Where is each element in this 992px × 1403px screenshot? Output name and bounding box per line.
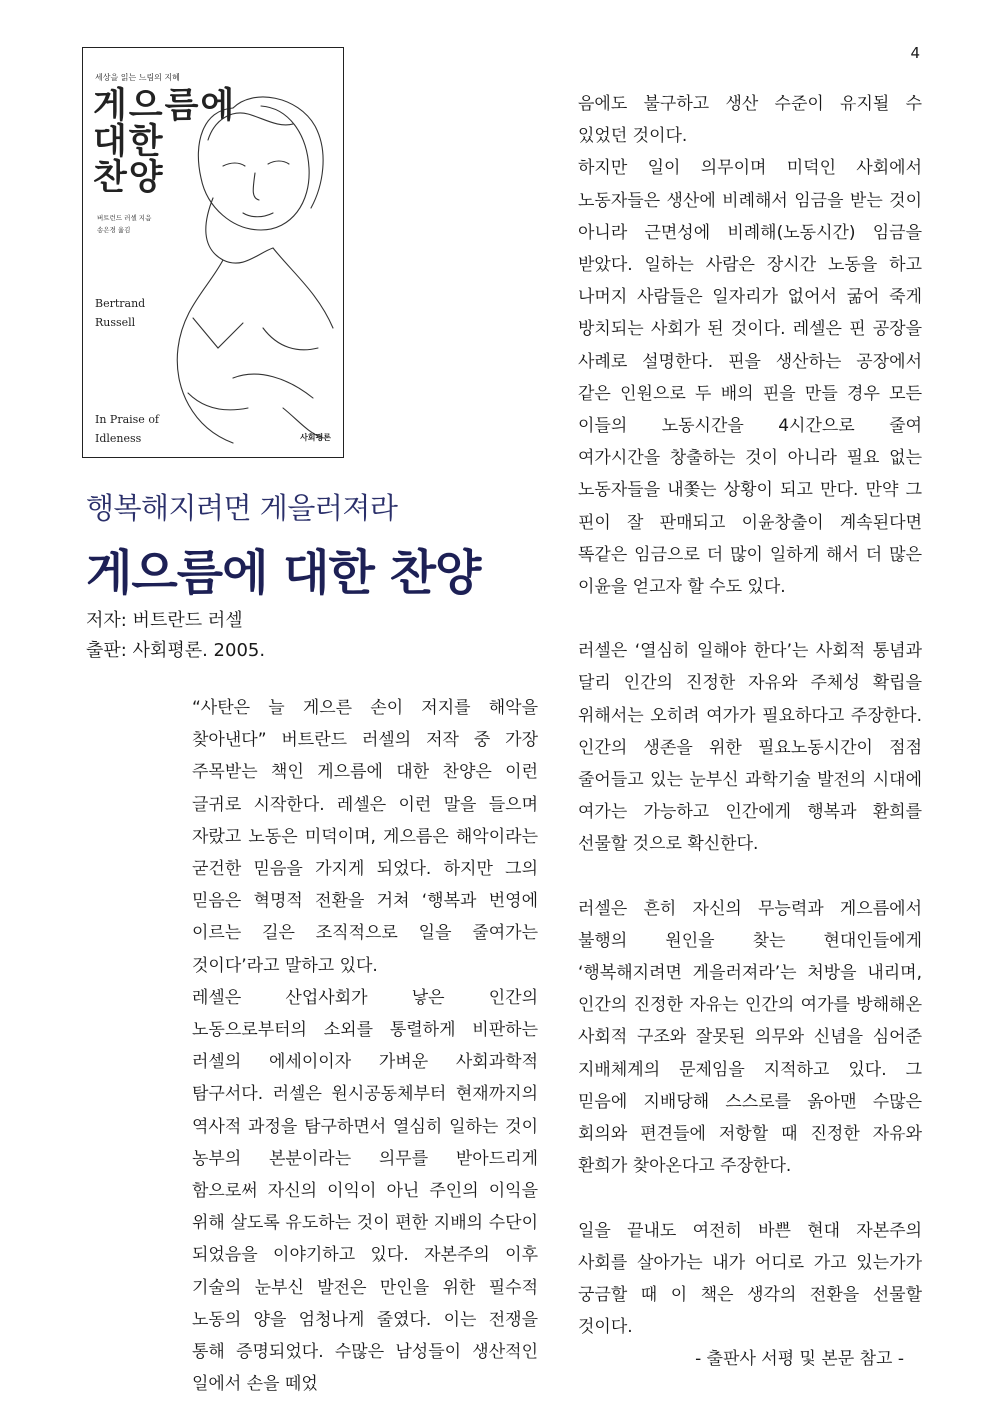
cover-english-author-line: Bertrand xyxy=(95,297,146,310)
cover-title-line: 대한 xyxy=(93,121,165,162)
cover-title-line: 게으름에 xyxy=(93,85,237,126)
article-title: 게으름에 대한 찬양 xyxy=(86,545,481,601)
cover-author-line: 버트런드 러셀 지음 xyxy=(97,214,152,222)
cover-english-title-line: Idleness xyxy=(95,432,142,445)
cover-english-author-line: Russell xyxy=(95,316,136,329)
cover-publisher: 사회평론 xyxy=(300,432,331,442)
paragraph: 일을 끝내도 여전히 바쁜 현대 자본주의 사회를 살아가는 내가 어디로 가고 있는가가 궁금할 때 이 책은 생각의 전환을 선물할 것이다. xyxy=(578,1220,922,1338)
paragraph-gap xyxy=(578,861,922,893)
cover-translator-line: 송은경 옮김 xyxy=(97,226,131,234)
paragraph-gap xyxy=(578,1183,922,1215)
cover-tagline: 세상을 읽는 느림의 지혜 xyxy=(95,73,180,82)
left-column xyxy=(192,692,538,1400)
cover-english-author xyxy=(95,294,145,332)
paragraph: 하지만 일이 의무이며 미덕인 사회에서 노동자들은 생산에 비례해서 임금을 받는 것이 아니라 근면성에 비례해(노동시간) 임금을 받았다. 일하는 사람은 장시간 노동을 하고 나머지 사람들은 일자리가 없어서 굶어 죽게 방치되는 사회가 된 것이다. 레셀은 핀 공장을 사례로 설명한다. 핀을 생산하는 공장에서 같은 인원으로 두 배의 핀을 만들 경우 모든 이들의 노동시간을 4시간으로 줄여 여가시간을 창출하는 것이 아니라 필요 없는 노동자들을 내쫓는 상황이 되고 만다. 만약 그 핀이 잘 판매되고 이윤창출이 계속된다면 똑같은 임금으로 더 많이 일하게 해서 더 많은 이윤을 얻고자 할 수도 있다. xyxy=(578,158,922,598)
paragraph: 러셀은 ‘열심히 일해야 한다’는 사회적 통념과 달리 인간의 진정한 자유와 주체성 확립을 위해서는 오히려 여가가 필요하다고 주장한다. 인간의 생존을 위한 필요노동시간이 점점 줄어들고 있는 눈부신 과학기술 발전의 시대에 여가는 가능하고 인간에게 행복과 환희를 선물할 것으로 확신한다. xyxy=(578,641,922,855)
book-cover-image xyxy=(82,47,344,458)
cover-english-title xyxy=(95,410,159,448)
paragraph: “사탄은 늘 게으른 손이 저지를 해악을 찾아낸다” 버트란드 러셀의 저작 중 가장 주목받는 책인 게으름에 대한 찬양은 이런 글귀로 시작한다. 레셀은 이런 말을 들으며 자랐고 노동은 미덕이며, 게으름은 해악이라는 굳건한 믿음을 가지게 되었다. 하지만 그의 믿음은 혁명적 전환을 거쳐 ‘행복과 번영에 이르는 길은 조직적으로 일을 줄여가는 것이다’라고 말하고 있다. xyxy=(192,698,538,976)
article-subtitle: 행복해지려면 게을러져라 xyxy=(86,491,398,525)
cover-title-line: 찬양 xyxy=(93,157,165,198)
paragraph: 러셀은 흔히 자신의 무능력과 게으름에서 불행의 원인을 찾는 현대인들에게 ‘행복해지려면 게을러져라’는 처방을 내리며, 인간의 진정한 자유는 인간의 여가를 방해해온 사회적 구조와 잘못된 의무와 신념을 심어준 지배체계의 문제임을 지적하고 있다. 그 믿음에 지배당해 스스로를 옭아맨 수많은 회의와 편견들에 저항할 때 진정한 자유와 환희가 찾아온다고 주장한다. xyxy=(578,898,922,1177)
paragraph-gap xyxy=(578,603,922,635)
right-column xyxy=(578,88,922,1376)
book-author: 저자: 버트란드 러셀 xyxy=(86,610,243,631)
source-credit: - 출판사 서평 및 본문 참고 - xyxy=(695,1349,904,1370)
cover-title xyxy=(93,85,237,198)
paragraph: 레셀은 산업사회가 낳은 인간의 노동으로부터의 소외를 통렬하게 비판하는 러셀의 에세이이자 가벼운 사회과학적 탐구서다. 러셀은 원시공동체부터 현재까지의 역사적 과정을 탐구하면서 열심히 일하는 것이 농부의 본분이라는 의무를 받아드리게 함으로써 자신의 이익이 아닌 주인의 이익을 위해 살도록 유도하는 것이 편한 지배의 수단이 되었음을 이야기하고 있다. 자본주의 이후 기술의 눈부신 발전은 만인을 위한 필수적 노동의 양을 엄청나게 줄였다. 이는 전쟁을 통해 증명되었다. 수많은 남성들이 생산적인 일에서 손을 떼었 xyxy=(192,987,538,1395)
book-publisher: 출판: 사회평론. 2005. xyxy=(86,640,266,661)
book-meta xyxy=(86,606,265,666)
cover-english-title-line: In Praise of xyxy=(95,413,160,426)
page-number: 4 xyxy=(910,44,920,62)
paragraph: 음에도 불구하고 생산 수준이 유지될 수 있었던 것이다. xyxy=(578,94,922,147)
cover-author-credit xyxy=(97,212,151,236)
